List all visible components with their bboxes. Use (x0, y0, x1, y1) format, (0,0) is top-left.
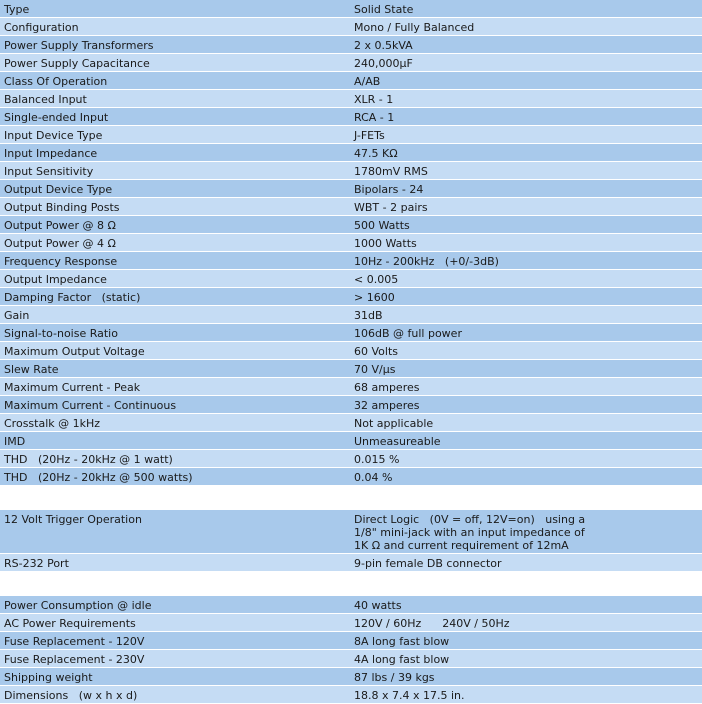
spec-row (0, 414, 702, 432)
spec-label: Input Sensitivity (4, 165, 94, 178)
spec-value: 32 amperes (354, 399, 420, 412)
spec-label: Dimensions (w x h x d) (4, 689, 138, 702)
spec-label: Damping Factor (static) (4, 291, 141, 304)
spec-label: Power Consumption @ idle (4, 599, 152, 612)
spec-label: Balanced Input (4, 93, 87, 106)
spec-value: Direct Logic (0V = off, 12V=on) using a 1/8" mini-jack with an input impedance of 1K Ω and current requirement of 12mA (354, 513, 586, 552)
spec-row (0, 180, 702, 198)
spec-row (0, 54, 702, 72)
spec-value: 1780mV RMS (354, 165, 428, 178)
spec-label: Type (4, 3, 30, 16)
spec-row (0, 90, 702, 108)
spec-label: Signal-to-noise Ratio (4, 327, 118, 340)
spec-value: 87 lbs / 39 kgs (354, 671, 435, 684)
spec-value: 31dB (354, 309, 383, 322)
spec-label: AC Power Requirements (4, 617, 136, 630)
spec-row (0, 686, 702, 704)
spec-row (0, 596, 702, 614)
spec-section (0, 596, 702, 704)
spec-label: Power Supply Capacitance (4, 57, 150, 70)
spec-label: RS-232 Port (4, 557, 69, 570)
spec-row (0, 234, 702, 252)
spec-value: 0.04 % (354, 471, 393, 484)
spec-row (0, 36, 702, 54)
spec-value: 1000 Watts (354, 237, 417, 250)
spec-row (0, 216, 702, 234)
spec-label: Maximum Current - Peak (4, 381, 141, 394)
spec-row (0, 632, 702, 650)
spec-value: 500 Watts (354, 219, 410, 232)
spec-row (0, 0, 702, 18)
spec-value: 68 amperes (354, 381, 420, 394)
spec-value: 9-pin female DB connector (354, 557, 502, 570)
spec-row (0, 108, 702, 126)
spec-value: Solid State (354, 3, 414, 16)
spec-section (0, 510, 702, 572)
spec-label: Output Binding Posts (4, 201, 120, 214)
spec-row (0, 668, 702, 686)
spec-value: 10Hz - 200kHz (+0/-3dB) (354, 255, 499, 268)
spec-label: Input Impedance (4, 147, 98, 160)
spec-row (0, 554, 702, 572)
spec-row (0, 614, 702, 632)
spec-row (0, 144, 702, 162)
spec-value: 2 x 0.5kVA (354, 39, 413, 52)
spec-label: Shipping weight (4, 671, 93, 684)
spec-value: A/AB (354, 75, 381, 88)
spec-label: Output Power @ 4 Ω (4, 237, 116, 250)
spec-value: < 0.005 (354, 273, 399, 286)
spec-value: 4A long fast blow (354, 653, 450, 666)
spec-value: 0.015 % (354, 453, 400, 466)
spec-row (0, 288, 702, 306)
spec-row (0, 510, 702, 554)
spec-label: Fuse Replacement - 230V (4, 653, 145, 666)
spec-row (0, 306, 702, 324)
spec-label: Maximum Current - Continuous (4, 399, 177, 412)
spec-value: 18.8 x 7.4 x 17.5 in. (354, 689, 465, 702)
spec-row (0, 126, 702, 144)
spec-value: XLR - 1 (354, 93, 394, 106)
spec-label: Slew Rate (4, 363, 59, 376)
spec-row (0, 468, 702, 486)
spec-row (0, 396, 702, 414)
spec-row (0, 72, 702, 90)
spec-label: Crosstalk @ 1kHz (4, 417, 101, 430)
spec-value: > 1600 (354, 291, 395, 304)
spec-label: Power Supply Transformers (4, 39, 154, 52)
spec-label: Fuse Replacement - 120V (4, 635, 145, 648)
spec-label: THD (20Hz - 20kHz @ 1 watt) (4, 453, 173, 466)
spec-label: Output Device Type (4, 183, 113, 196)
spec-row (0, 432, 702, 450)
spec-row (0, 18, 702, 36)
spec-value: Not applicable (354, 417, 434, 430)
spec-value: 70 V/µs (354, 363, 396, 376)
spec-label: Gain (4, 309, 30, 322)
spec-label: Frequency Response (4, 255, 118, 268)
spec-row (0, 252, 702, 270)
spec-label: Input Device Type (4, 129, 103, 142)
spec-row (0, 342, 702, 360)
spec-value: Bipolars - 24 (354, 183, 424, 196)
spec-value: J-FETs (354, 129, 385, 142)
spec-value: 106dB @ full power (354, 327, 462, 340)
spec-row (0, 650, 702, 668)
spec-value: 47.5 KΩ (354, 147, 398, 160)
spec-value: 40 watts (354, 599, 402, 612)
spec-row (0, 270, 702, 288)
spec-value: Unmeasureable (354, 435, 441, 448)
spec-label: 12 Volt Trigger Operation (4, 513, 142, 526)
spec-label: THD (20Hz - 20kHz @ 500 watts) (4, 471, 193, 484)
spec-value: Mono / Fully Balanced (354, 21, 475, 34)
spec-row (0, 162, 702, 180)
section-spacer (0, 486, 702, 510)
spec-label: Output Impedance (4, 273, 107, 286)
spec-value: 8A long fast blow (354, 635, 450, 648)
spec-value: 60 Volts (354, 345, 398, 358)
spec-label: Configuration (4, 21, 79, 34)
section-spacer (0, 572, 702, 596)
spec-label: Class Of Operation (4, 75, 108, 88)
spec-label: Maximum Output Voltage (4, 345, 145, 358)
spec-row (0, 360, 702, 378)
spec-row (0, 324, 702, 342)
spec-row (0, 198, 702, 216)
spec-label: Single-ended Input (4, 111, 109, 124)
spec-value: 120V / 60Hz 240V / 50Hz (354, 617, 510, 630)
spec-value: 240,000µF (354, 57, 413, 70)
spec-row (0, 378, 702, 396)
spec-label: IMD (4, 435, 26, 448)
spec-value: RCA - 1 (354, 111, 395, 124)
spec-value: WBT - 2 pairs (354, 201, 428, 214)
spec-row (0, 450, 702, 468)
spec-label: Output Power @ 8 Ω (4, 219, 116, 232)
